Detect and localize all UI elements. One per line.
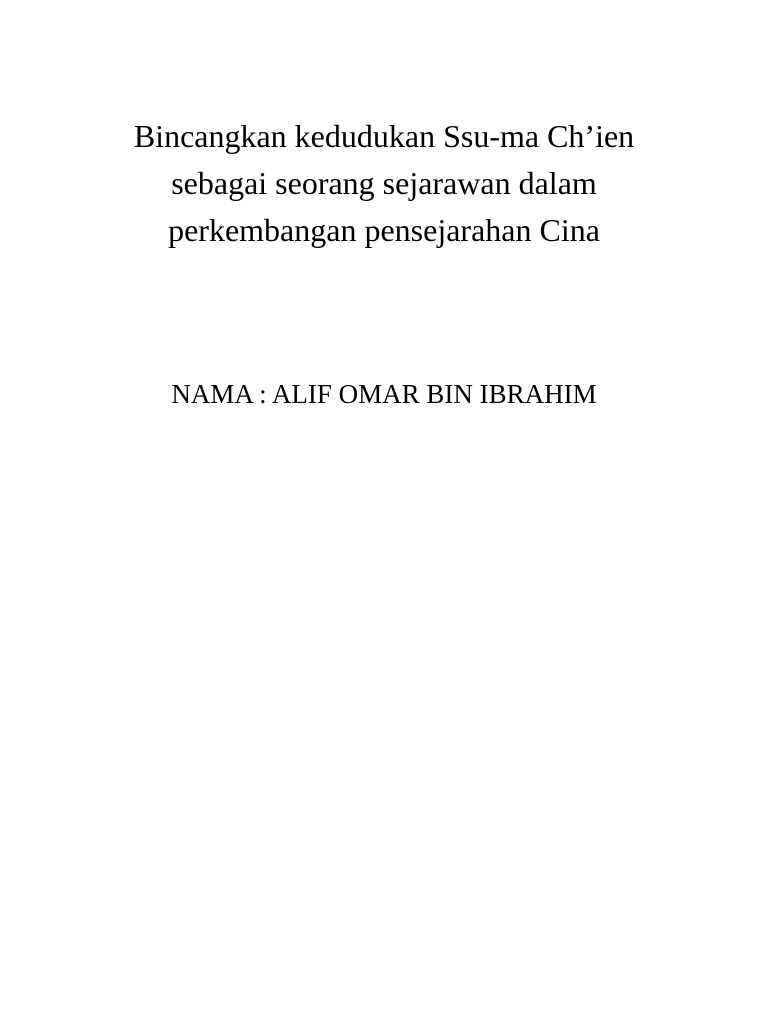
document-title (0, 113, 768, 254)
title-line-2: sebagai seorang sejarawan dalam (171, 165, 597, 201)
title-line-3: perkembangan pensejarahan Cina (168, 212, 600, 248)
student-name: NAMA : ALIF OMAR BIN IBRAHIM (171, 379, 597, 409)
title-line-1: Bincangkan kedudukan Ssu-ma Ch’ien (133, 118, 635, 154)
